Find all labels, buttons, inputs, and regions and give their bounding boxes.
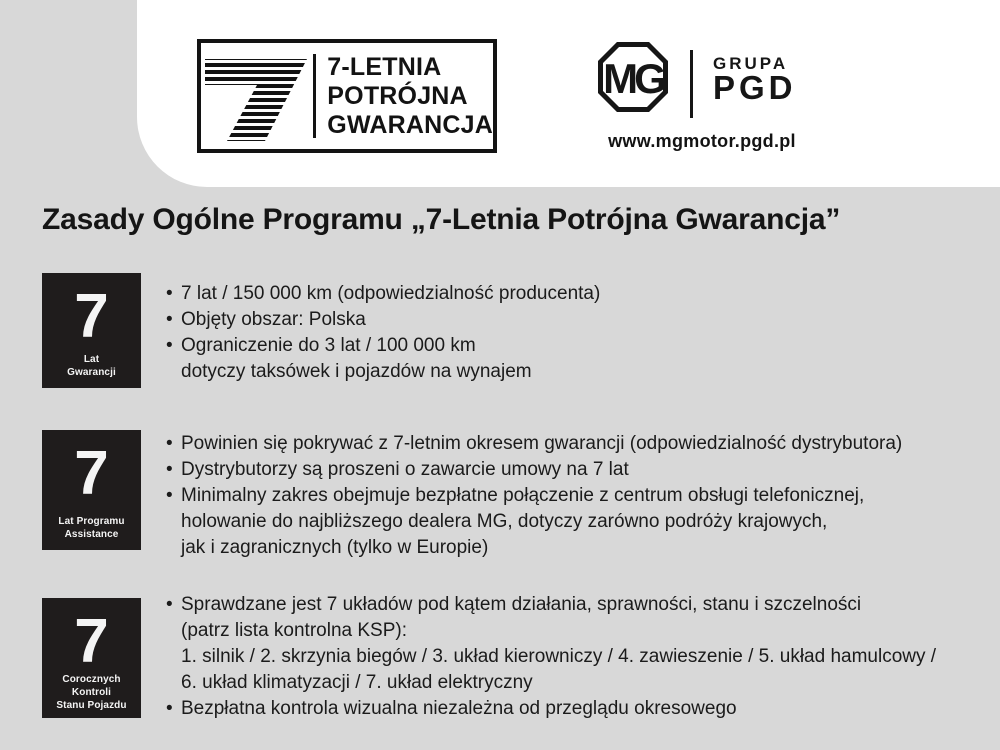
list-item-continuation: holowanie do najbliższego dealera MG, dotyczy zarówno podróży krajowych, (181, 511, 828, 532)
seven-annual-checks-badge (42, 598, 141, 718)
pgd-label: PGD (713, 69, 797, 106)
logo-divider (313, 54, 316, 138)
badge-label: Corocznych Kontroli Stanu Pojazdu (56, 674, 127, 711)
striped-seven-icon (201, 49, 313, 143)
section-warranty (42, 273, 600, 388)
seven-years-assistance-badge (42, 430, 141, 550)
list-item-continuation: (patrz lista kontrolna KSP): (181, 620, 407, 641)
list-item: • Sprawdzane jest 7 układów pod kątem działania, sprawności, stanu i szczelności (166, 592, 936, 618)
header-band (137, 0, 1000, 187)
page-title: Zasady Ogólne Programu „7-Letnia Potrójna Gwarancja” (42, 203, 841, 236)
svg-text:MG: MG (603, 55, 663, 102)
list-item-continuation: 1. silnik / 2. skrzynia biegów / 3. układ kierowniczy / 4. zawieszenie / 5. układ hamulcowy / (181, 646, 937, 667)
badge-number: 7 (74, 439, 109, 508)
list-item: • Objęty obszar: Polska (166, 307, 600, 333)
warranty-logo-line: GWARANCJA (327, 110, 493, 139)
website-url: www.mgmotor.pgd.pl (608, 131, 796, 151)
warranty-logo-text (327, 53, 493, 140)
list-item: • Powinien się pokrywać z 7-letnim okresem gwarancji (odpowiedzialność dystrybutora) (166, 431, 902, 457)
badge-number: 7 (74, 282, 109, 351)
logo-divider (690, 50, 693, 118)
section-assistance (42, 430, 902, 561)
warranty-logo-line: POTRÓJNA (327, 81, 468, 110)
list-item: • Bezpłatna kontrola wizualna niezależna od przeglądu okresowego (166, 696, 936, 722)
badge-number: 7 (74, 607, 109, 676)
list-item-continuation: jak i zagranicznych (tylko w Europie) (181, 537, 489, 558)
grupa-pgd-logo (713, 55, 797, 104)
badge-label: Lat Gwarancji (67, 354, 116, 378)
list-item-continuation: dotyczy taksówek i pojazdów na wynajem (181, 361, 532, 382)
mg-logo-icon (598, 42, 668, 117)
seven-years-warranty-badge (42, 273, 141, 388)
badge-label: Lat Programu Assistance (58, 516, 125, 540)
bullet-list (166, 281, 600, 388)
list-item: • Ograniczenie do 3 lat / 100 000 km (166, 333, 600, 359)
bullet-list (166, 592, 936, 722)
list-item: • Dystrybutorzy są proszeni o zawarcie umowy na 7 lat (166, 457, 902, 483)
mg-pgd-logo-group (598, 42, 797, 118)
list-item: • 7 lat / 150 000 km (odpowiedzialność producenta) (166, 281, 600, 307)
list-item: • Minimalny zakres obejmuje bezpłatne połączenie z centrum obsługi telefonicznej, (166, 483, 902, 509)
warranty-logo-line: 7-LETNIA (327, 52, 442, 81)
grupa-label: GRUPA (713, 54, 789, 73)
list-item-continuation: 6. układ klimatyzacji / 7. układ elektryczny (181, 672, 533, 693)
triple-warranty-logo (197, 39, 497, 153)
section-annual-checks (42, 594, 937, 722)
bullet-list (166, 431, 902, 561)
